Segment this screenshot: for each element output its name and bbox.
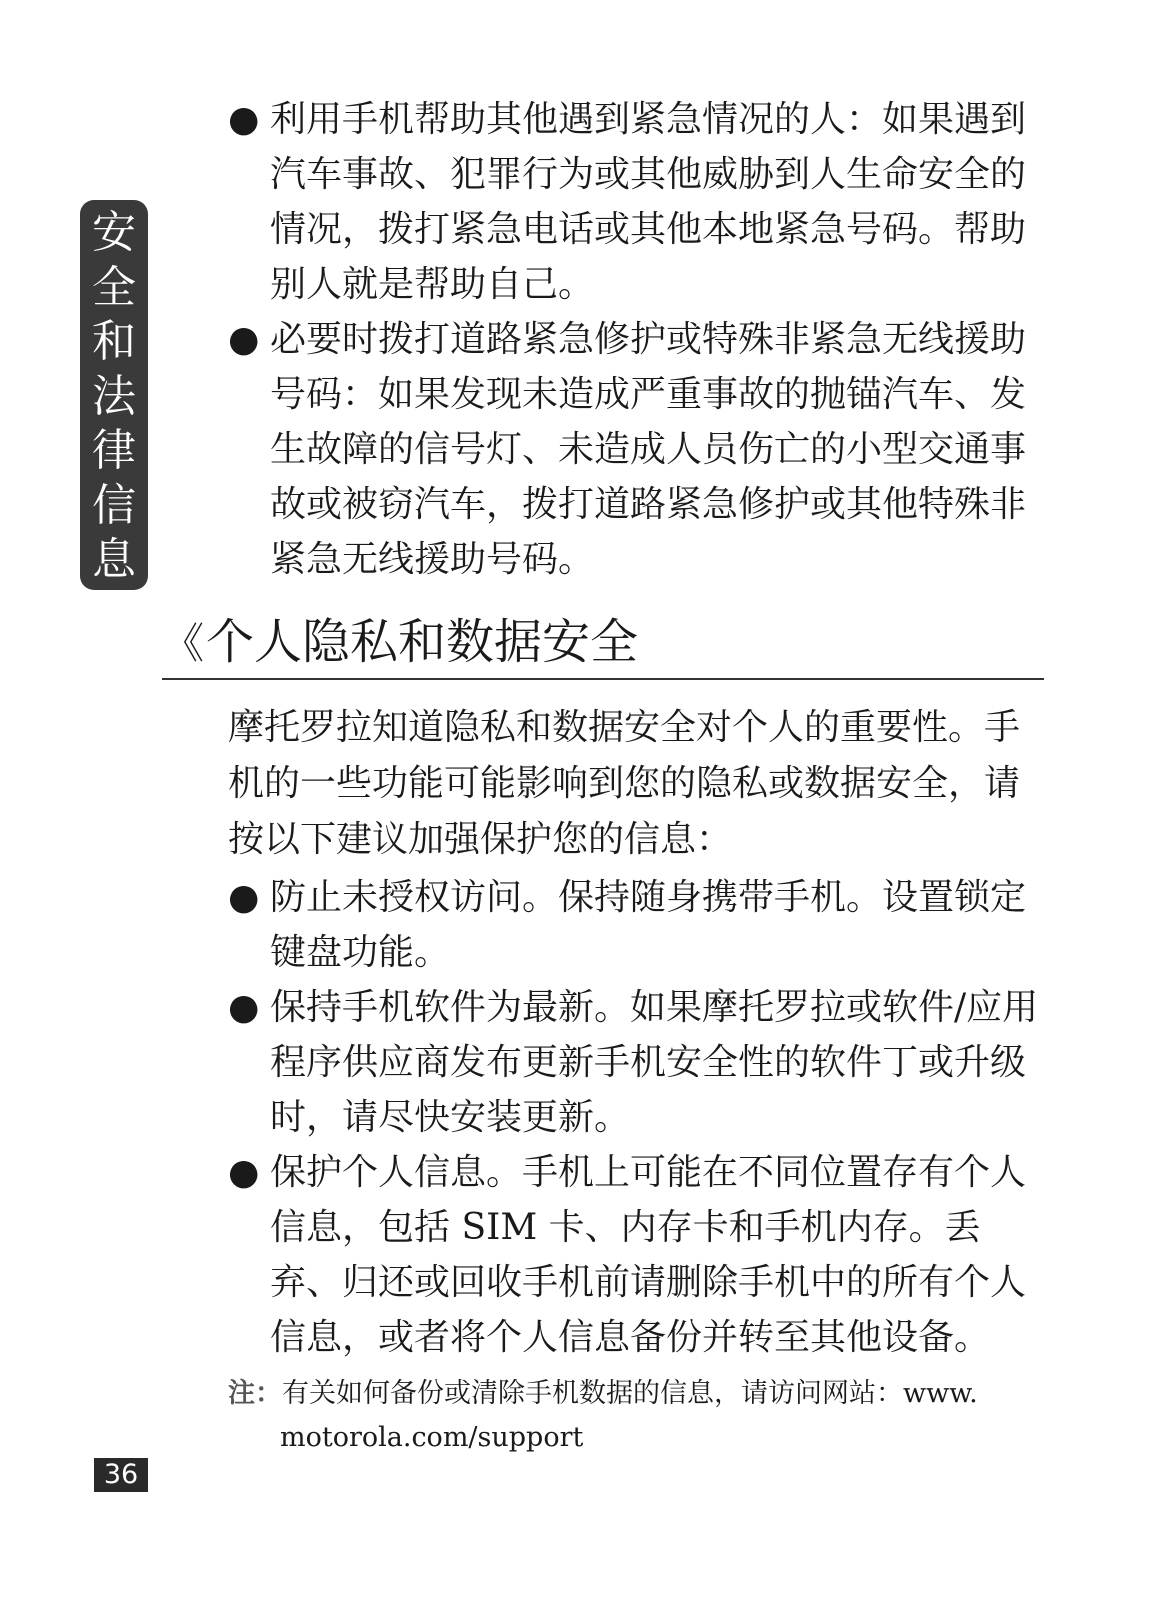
support-url[interactable]: motorola.com/support: [280, 1422, 584, 1453]
side-tab-char: 和: [92, 316, 136, 367]
list-item: [228, 870, 1048, 980]
section-title: 个人隐私和数据安全: [206, 614, 639, 670]
bullet-text: 保持手机软件为最新。如果摩托罗拉或软件/应用程序供应商发布更新手机安全性的软件丁或升级时，请尽快安装更新。: [270, 987, 1039, 1138]
bullet-dot: ●: [228, 99, 260, 140]
side-tab-char: 全: [92, 261, 136, 313]
bullet-dot: ●: [228, 987, 260, 1028]
note-text: 有关如何备份或清除手机数据的信息，请访问网站：www.: [282, 1378, 978, 1409]
list-item: [228, 1145, 1048, 1365]
list-item: [228, 980, 1048, 1145]
bullet-dot: ●: [228, 1152, 260, 1193]
side-tab-char: 息: [92, 534, 136, 585]
side-tab-char: 法: [92, 370, 136, 422]
intro-paragraph: 摩托罗拉知道隐私和数据安全对个人的重要性。手机的一些功能可能影响到您的隐私或数据安全，请按以下建议加强保护您的信息：: [228, 707, 1021, 860]
side-tab-char: 信: [92, 479, 136, 531]
bullet-text: 保护个人信息。手机上可能在不同位置存有个人信息，包括 SIM 卡、内存卡和手机内存。丢弃、归还或回收手机前请删除手机中的所有个人信息，或者将个人信息备份并转至其他设备。: [270, 1152, 1027, 1358]
page-number: 36: [94, 1458, 148, 1492]
bullet-dot: ●: [228, 319, 260, 360]
emergency-bullet-list: [228, 92, 1048, 587]
side-tab-char: 安: [92, 207, 136, 258]
note: [228, 1372, 1058, 1460]
privacy-bullet-list: [228, 870, 1048, 1365]
bullet-text: 必要时拨打道路紧急修护或特殊非紧急无线援助号码：如果发现未造成严重事故的抛锚汽车、发生故障的信号灯、未造成人员伤亡的小型交通事故或被窃汽车，拨打道路紧急修护或其他特殊非紧急无线援助号码。: [270, 319, 1027, 580]
bullet-text: 利用手机帮助其他遇到紧急情况的人：如果遇到汽车事故、犯罪行为或其他威胁到人生命安全的情况，拨打紧急电话或其他本地紧急号码。帮助别人就是帮助自己。: [270, 99, 1027, 305]
list-item: [228, 92, 1048, 312]
note-label: 注：: [228, 1378, 282, 1409]
section-heading: [162, 612, 1044, 680]
bullet-dot: ●: [228, 877, 260, 918]
chevron-icon: 《: [162, 619, 205, 668]
side-tab-char: 律: [92, 425, 136, 476]
list-item: [228, 312, 1048, 587]
section-side-tab: [80, 200, 148, 590]
bullet-text: 防止未授权访问。保持随身携带手机。设置锁定键盘功能。: [270, 877, 1027, 973]
